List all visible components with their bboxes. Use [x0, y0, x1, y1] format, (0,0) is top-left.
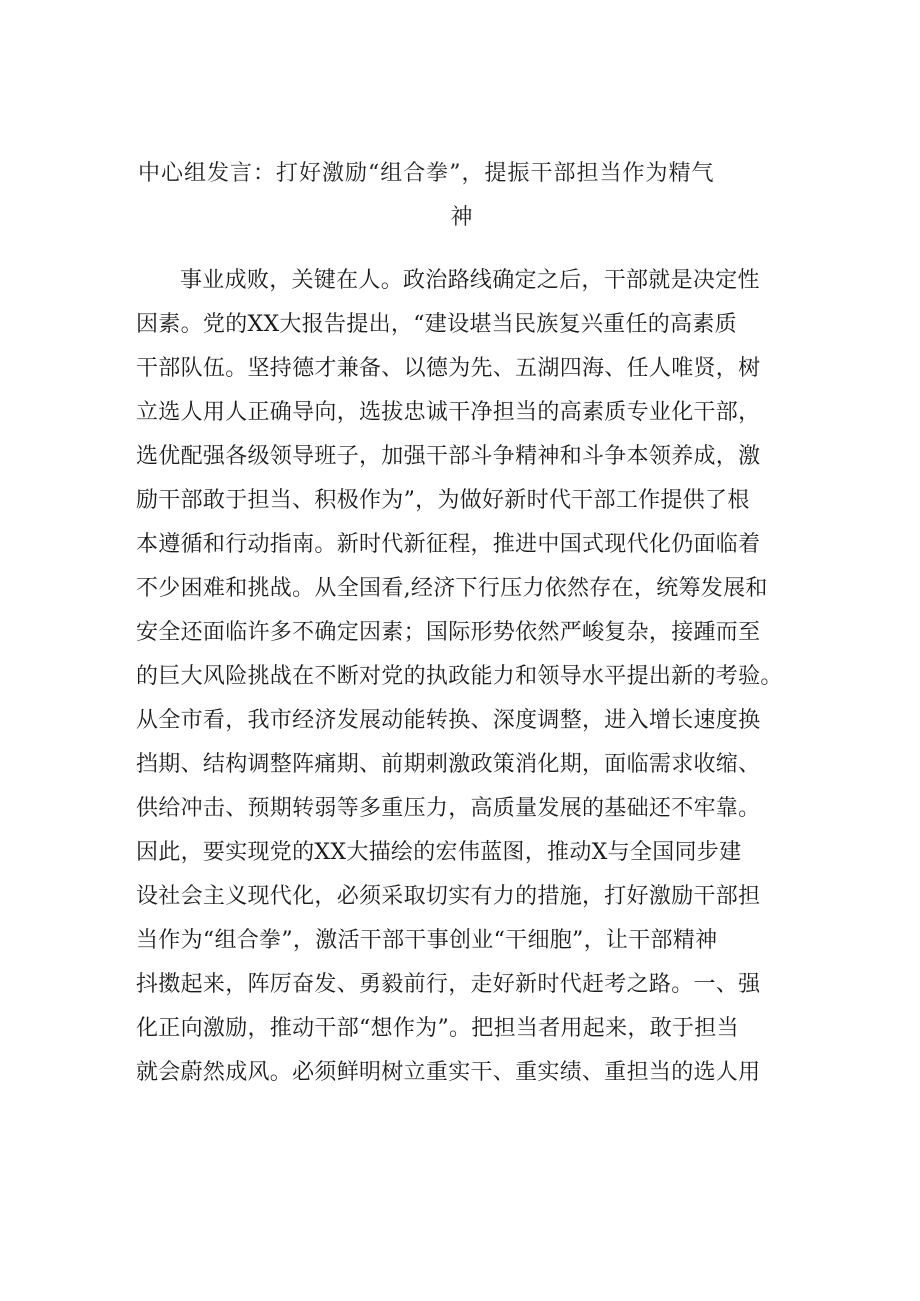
body-paragraph: [136, 259, 796, 1095]
body-line: 因此，要实现党的XX大描绘的宏伟蓝图，推动X与全国同步建: [136, 840, 742, 865]
document-title: [138, 152, 798, 240]
body-line: 化正向激励，推动干部“想作为”。把担当者用起来，敢于担当: [136, 1016, 739, 1041]
body-line: 事业成败，关键在人。政治路线确定之后，干部就是决定性: [180, 268, 760, 293]
body-line: 挡期、结构调整阵痛期、前期刺激政策消化期，面临需求收缩、: [136, 752, 761, 777]
body-line: 就会蔚然成风。必须鲜明树立重实干、重实绩、重担当的选人用: [136, 1060, 761, 1085]
body-line: 供给冲击、预期转弱等多重压力，高质量发展的基础还不牢靠。: [136, 796, 761, 821]
body-line: 励干部敢于担当、积极作为”，为做好新时代干部工作提供了根: [136, 488, 750, 513]
body-line: 干部队伍。坚持德才兼备、以德为先、五湖四海、任人唯贤，树: [136, 356, 761, 381]
body-line: 设社会主义现代化，必须采取切实有力的措施，打好激励干部担: [136, 884, 761, 909]
body-line: 选优配强各级领导班子，加强干部斗争精神和斗争本领养成，激: [136, 444, 761, 469]
body-line: 不少困难和挑战。从全国看,经济下行压力依然存在，统筹发展和: [136, 576, 768, 601]
body-line: 本遵循和行动指南。新时代新征程，推进中国式现代化仍面临着: [136, 532, 761, 557]
body-line: 安全还面临许多不确定因素；国际形势依然严峻复杂，接踵而至: [136, 620, 761, 645]
body-line: 因素。党的XX大报告提出，“建设堪当民族复兴重任的高素质: [136, 312, 737, 337]
title-line-1: 中心组发言：打好激励“组合拳”，提振干部担当作为精气: [138, 161, 715, 186]
body-line: 的巨大风险挑战在不断对党的执政能力和领导水平提出新的考验。: [136, 664, 783, 689]
body-line: 立选人用人正确导向，选拔忠诚干净担当的高素质专业化干部，: [136, 400, 761, 425]
body-line: 当作为“组合拳”，激活干部干事创业“干细胞”，让干部精神: [136, 928, 718, 953]
body-line: 抖擞起来，阵厉奋发、勇毅前行，走好新时代赶考之路。一、强: [136, 972, 761, 997]
title-line-2: 神: [450, 205, 474, 230]
body-line: 从全市看，我市经济发展动能转换、深度调整，进入增长速度换: [136, 708, 761, 733]
